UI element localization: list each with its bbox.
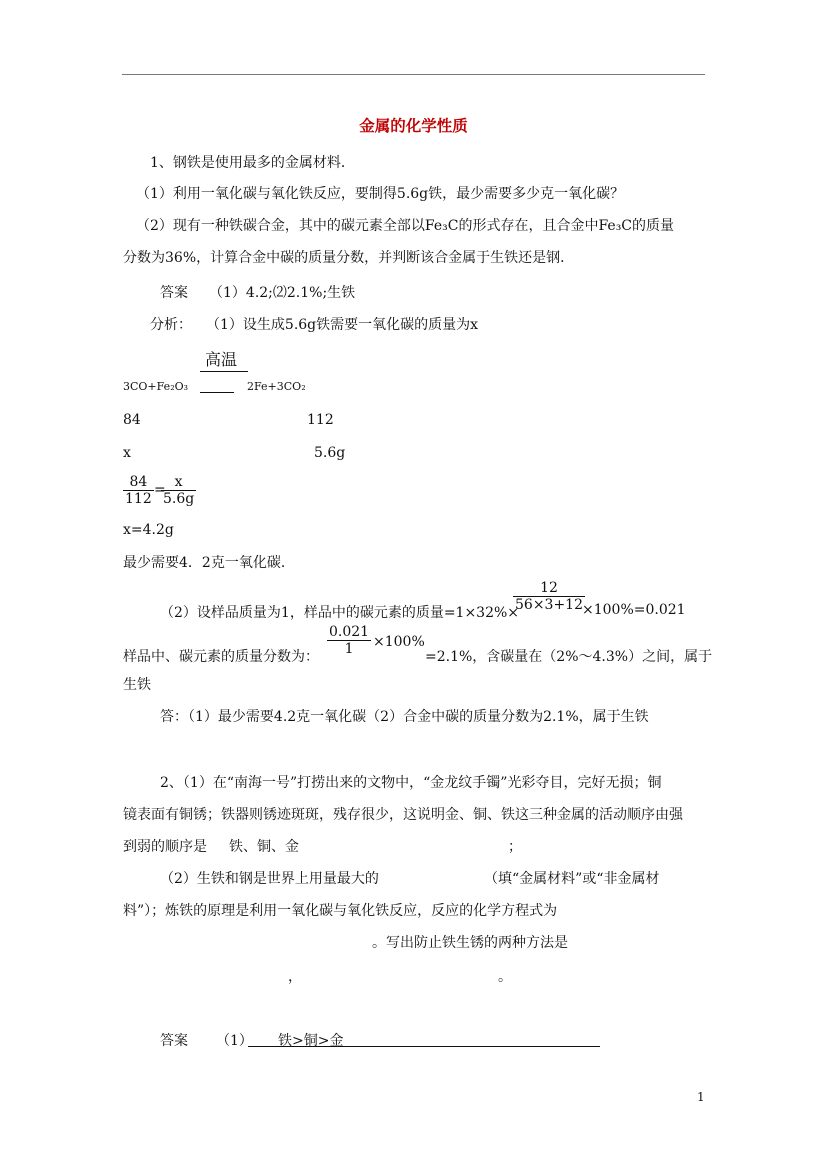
proportion-equals: = [154,482,166,498]
part2-tail: ×100%=0.021 [582,602,686,618]
condition-bar [200,371,248,372]
q1-stem: 1、钢铁是使用最多的金属材料． [150,155,355,171]
q2-line5: 料”）；炼铁的原理是利用一氧化碳与氧化铁反应，反应的化学方程式为 [123,903,558,919]
equation-right: 2Fe+3CO₂ [247,380,306,393]
part3-mult: ×100% [373,634,425,650]
q2-line4-lead: （2）生铁和钢是世界上用量最大的 [160,871,379,887]
unknown-x: x [123,445,131,461]
q2-line4-end: （填“金属材料”或“非金属材 [484,871,660,887]
q1-answer: 答案 （1）4.2;⑵2.1%;生铁 [160,285,356,301]
molar-mass-co: 84 [123,412,141,428]
q2-line3-end: ； [508,839,522,855]
q2-line2: 镜表面有铜锈；铁器则锈迹斑斑，残存很少，这说明金、铜、铁这三种金属的活动顺序由强 [123,807,683,823]
molar-mass-fe: 112 [307,412,334,428]
equation-left: 3CO+Fe₂O₃ [123,380,189,393]
conclusion: 最少需要4．2克一氧化碳． [123,555,295,571]
prop-den1: 112 [125,491,152,507]
prop-den2: 5.6g [163,491,195,507]
page-number: 1 [697,1090,705,1104]
part3-tail2: 生铁 [123,677,151,693]
page-title: 金属的化学性质 [359,116,468,135]
part3-fraction [327,624,371,657]
proportion-right [161,474,196,507]
proportion-left [123,474,154,507]
prop-num1: 84 [123,474,154,491]
q2-answer-fill: 铁>铜>金 [278,1033,344,1049]
prop-num2: x [161,474,196,491]
q1-part2-line2: 分数为36%，计算合金中碳的质量分数，并判断该合金属于生铁还是钢． [123,250,575,266]
q2-answer-part: （1） [216,1033,253,1049]
q2-line6: 。写出防止铁生锈的两种方法是 [372,935,568,951]
q2-answer-blank [248,1030,600,1047]
result-x: x=4.2g [123,522,174,538]
part3-num: 0.021 [329,624,370,640]
known-fe-mass: 5.6g [314,445,346,461]
q2-line7-period: 。 [498,969,512,985]
final-answer: 答：（1）最少需要4.2克一氧化碳（2）合金中碳的质量分数为2.1%，属于生铁 [160,709,649,725]
q1-part2-line1: （2）现有一种铁碳合金，其中的碳元素全部以Fe₃C的形式存在，且合金中Fe₃C的质量 [136,218,675,234]
equation-arrow [200,392,234,393]
part3-tail: =2.1%，含碳量在（2%～4.3%）之间，属于 [425,649,713,665]
q1-part1: （1）利用一氧化碳与氧化铁反应，要制得5.6g铁，最少需要多少克一氧化碳？ [136,186,625,202]
part2-den: 56×3+12 [515,597,583,613]
q2-line7-comma: ， [288,969,302,985]
q2-line3-fill: 铁、铜、金 [229,839,299,855]
reaction-condition: 高温 [205,350,238,369]
q1-analysis: 分析： （1）设生成5.6g铁需要一氧化碳的质量为x [150,317,479,333]
part2-num: 12 [513,580,585,597]
part2-calc: （2）设样品质量为1，样品中的碳元素的质量=1×32%× [160,605,520,621]
header-rule [122,74,705,75]
part3-lead: 样品中、碳元素的质量分数为： [123,649,319,665]
part2-fraction [513,580,585,613]
q2-line1: 2、（1）在“南海一号”打捞出来的文物中，“金龙纹手镯”光彩夺目，完好无损；铜 [160,775,662,791]
q2-answer-label: 答案 [160,1033,188,1049]
part3-den: 1 [344,641,354,657]
q2-line3-lead: 到弱的顺序是 [123,839,207,855]
